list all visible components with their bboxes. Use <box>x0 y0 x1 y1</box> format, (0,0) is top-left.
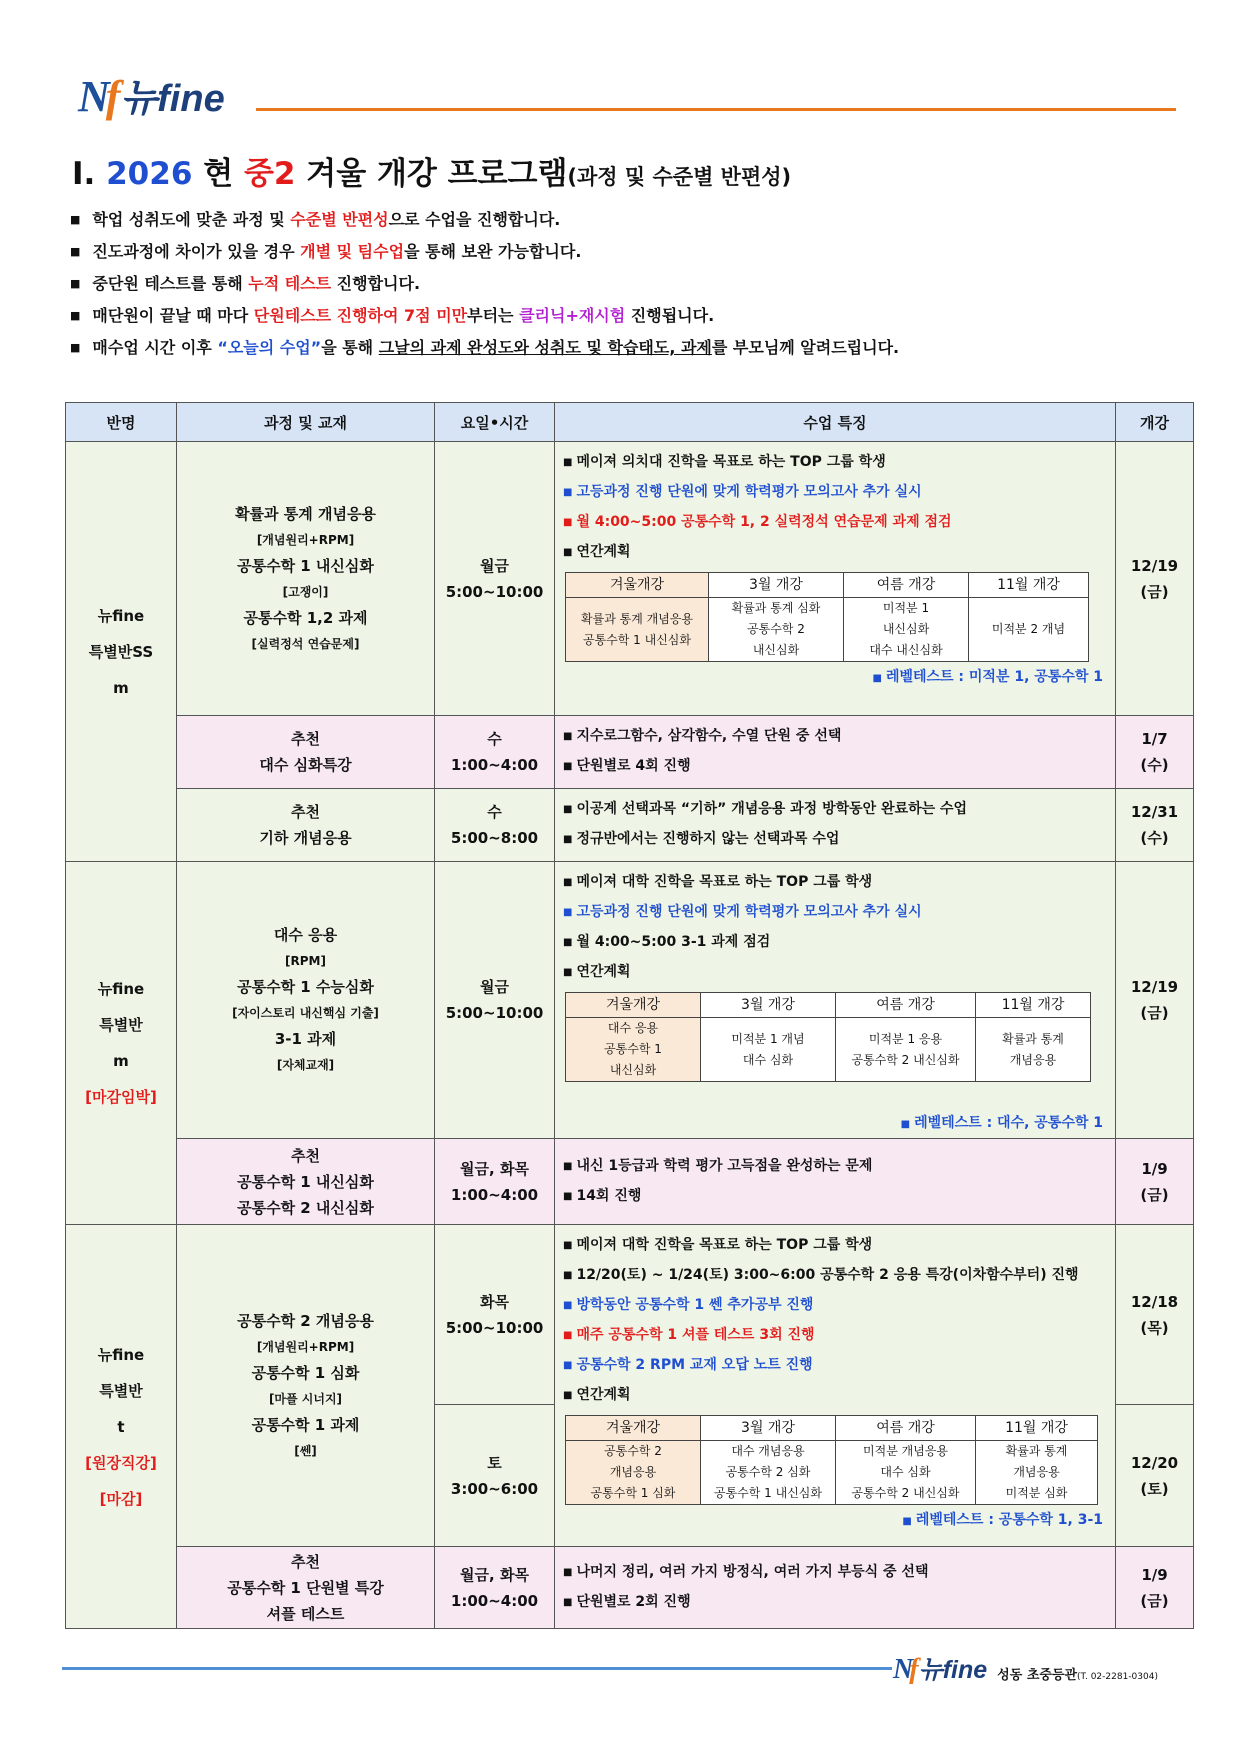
footer-divider <box>62 1667 892 1670</box>
time-cell: 화목 5:00~10:00 <box>435 1225 555 1405</box>
logo-mark-icon: Nf <box>78 72 117 121</box>
campus-info: 성동 초중등관(T. 02-2281-0304) <box>997 1668 1158 1683</box>
features-cell: ■ 이공계 선택과목 “기하” 개념응용 과정 방학동안 완료하는 수업 ■ 정규반에서는 진행하지 않는 선택과목 수업 <box>555 789 1116 862</box>
table-row <box>66 1225 1194 1405</box>
logo-mark-icon: Nf <box>893 1654 915 1685</box>
logo-text: 뉴fine <box>918 1656 988 1684</box>
header-divider <box>256 108 1176 111</box>
features-cell: ■ 메이져 대학 진학을 목표로 하는 TOP 그룹 학생 ■ 고등과정 진행 단원에 맞게 학력평가 모의고사 추가 실시 ■ 월 4:00~5:00 3-1 과제 점검 ■ 연간계획 겨울개강 3월 개강 여름 개강 11월 개강 대수 응용 공통수학 1 내신심화 미적분 1 개념 대수 심화 미적분 1 응용 공통수학 2 내신심화 확률과 통계 개념응용 ■ 레벨테스트 : 대수, 공통수학 1 <box>555 862 1116 1139</box>
notice-item: ■ 매수업 시간 이후 “오늘의 수업”을 통해 그날의 과제 완성도와 성취도 및 학습태도, 과제를 부모님께 알려드립니다. <box>70 332 899 364</box>
class-name-cell: 뉴fine 특별반 m [마감임박] <box>66 862 177 1225</box>
course-cell: 추천 기하 개념응용 <box>177 789 435 862</box>
open-date-cell: 12/19 (금) <box>1116 442 1194 716</box>
table-row <box>66 716 1194 789</box>
open-date-cell: 12/18 (목) <box>1116 1225 1194 1405</box>
table-row <box>66 1547 1194 1629</box>
features-cell: ■ 메이져 대학 진학을 목표로 하는 TOP 그룹 학생 ■ 12/20(토) ~ 1/24(토) 3:00~6:00 공통수학 2 응용 특강(이차함수부터) 진행 ■ 방학동안 공통수학 1 쎈 추가공부 진행 ■ 매주 공통수학 1 셔플 테스트 3회 진행 ■ 공통수학 2 RPM 교재 오답 노트 진행 ■ 연간계획 겨울개강 3월 개강 여름 개강 11월 개강 공통수학 2 개념응용 공통수학 1 심화 대수 개념응용 공통수학 2 심화 공통수학 1 내신심화 미적분 개념응용 대수 심화 공통수학 2 내신심화 확률과 통계 개념응용 미적분 심화 ■ 레벨테스트 : 공통수학 1, 3-1 <box>555 1225 1116 1547</box>
open-date-cell: 1/9 (금) <box>1116 1139 1194 1225</box>
table-row <box>66 789 1194 862</box>
time-cell: 수 1:00~4:00 <box>435 716 555 789</box>
notice-list <box>70 204 899 364</box>
class-name-cell: 뉴fine 특별반SS m <box>66 442 177 862</box>
time-cell: 월금 5:00~10:00 <box>435 862 555 1139</box>
table-header-row <box>66 403 1194 442</box>
time-cell: 토 3:00~6:00 <box>435 1405 555 1547</box>
annual-plan-table: 겨울개강 3월 개강 여름 개강 11월 개강 확률과 통계 개념응용 공통수학 1 내신심화 확률과 통계 심화 공통수학 2 내신심화 미적분 1 내신심화 대수 내신심화 미적분 2 개념 <box>565 572 1089 662</box>
page-header <box>78 72 1198 132</box>
table-row <box>66 1139 1194 1225</box>
director-badge: [원장직강] <box>85 1453 157 1472</box>
course-cell: 확률과 통계 개념응용 [개념원리+RPM] 공통수학 1 내신심화 [고쟁이] 공통수학 1,2 과제 [실력정석 연습문제] <box>177 442 435 716</box>
annual-plan-table: 겨울개강 3월 개강 여름 개강 11월 개강 공통수학 2 개념응용 공통수학 1 심화 대수 개념응용 공통수학 2 심화 공통수학 1 내신심화 미적분 개념응용 대수 심화 공통수학 2 내신심화 확률과 통계 개념응용 미적분 심화 <box>565 1415 1098 1505</box>
open-date-cell: 1/9 (금) <box>1116 1547 1194 1629</box>
course-cell: 추천 공통수학 1 내신심화 공통수학 2 내신심화 <box>177 1139 435 1225</box>
time-cell: 월금 5:00~10:00 <box>435 442 555 716</box>
class-name-cell: 뉴fine 특별반 t [원장직강] [마감] <box>66 1225 177 1629</box>
course-cell: 대수 응용 [RPM] 공통수학 1 수능심화 [자이스토리 내신핵심 기출] 3-1 과제 [자체교재] <box>177 862 435 1139</box>
features-cell: ■ 지수로그함수, 삼각함수, 수열 단원 중 선택 ■ 단원별로 4회 진행 <box>555 716 1116 789</box>
level-test-note: ■ 레벨테스트 : 공통수학 1, 3-1 <box>563 1509 1107 1529</box>
col-header-course: 과정 및 교재 <box>177 403 435 442</box>
notice-item: ■ 매단원이 끝날 때 마다 단원테스트 진행하여 7점 미만부터는 클리닉+재시험 진행됩니다. <box>70 300 899 332</box>
level-test-note: ■ 레벨테스트 : 미적분 1, 공통수학 1 <box>563 666 1107 686</box>
open-date-cell: 1/7 (수) <box>1116 716 1194 789</box>
time-cell: 월금, 화목 1:00~4:00 <box>435 1139 555 1225</box>
features-cell: ■ 나머지 정리, 여러 가지 방정식, 여러 가지 부등식 중 선택 ■ 단원별로 2회 진행 <box>555 1547 1116 1629</box>
table-row <box>66 862 1194 1139</box>
open-date-cell: 12/19 (금) <box>1116 862 1194 1139</box>
time-cell: 월금, 화목 1:00~4:00 <box>435 1547 555 1629</box>
col-header-open: 개강 <box>1116 403 1194 442</box>
open-date-cell: 12/20 (토) <box>1116 1405 1194 1547</box>
footer-brand <box>893 1650 1158 1686</box>
table-row <box>66 442 1194 716</box>
page-title: Ⅰ. 2026 현 중2 겨울 개강 프로그램(과정 및 수준별 반편성) <box>72 156 792 192</box>
notice-item: ■ 학업 성취도에 맞춘 과정 및 수준별 반편성으로 수업을 진행합니다. <box>70 204 899 236</box>
notice-item: ■ 중단원 테스트를 통해 누적 테스트 진행합니다. <box>70 268 899 300</box>
course-cell: 공통수학 2 개념응용 [개념원리+RPM] 공통수학 1 심화 [마플 시너지] 공통수학 1 과제 [쎈] <box>177 1225 435 1547</box>
closed-badge: [마감] <box>99 1489 143 1508</box>
course-cell: 추천 대수 심화특강 <box>177 716 435 789</box>
logo-text: 뉴fine <box>120 78 225 120</box>
annual-plan-table: 겨울개강 3월 개강 여름 개강 11월 개강 대수 응용 공통수학 1 내신심화 미적분 1 개념 대수 심화 미적분 1 응용 공통수학 2 내신심화 확률과 통계 개념응용 <box>565 992 1091 1082</box>
closing-soon-badge: [마감임박] <box>85 1088 157 1106</box>
level-test-note: ■ 레벨테스트 : 대수, 공통수학 1 <box>563 1112 1107 1132</box>
open-date-cell: 12/31 (수) <box>1116 789 1194 862</box>
col-header-features: 수업 특징 <box>555 403 1116 442</box>
notice-item: ■ 진도과정에 차이가 있을 경우 개별 및 팀수업을 통해 보완 가능합니다. <box>70 236 899 268</box>
time-cell: 수 5:00~8:00 <box>435 789 555 862</box>
col-header-time: 요일•시간 <box>435 403 555 442</box>
program-table <box>65 402 1194 1629</box>
course-cell: 추천 공통수학 1 단원별 특강 셔플 테스트 <box>177 1547 435 1629</box>
features-cell: ■ 내신 1등급과 학력 평가 고득점을 완성하는 문제 ■ 14회 진행 <box>555 1139 1116 1225</box>
col-header-class: 반명 <box>66 403 177 442</box>
features-cell: ■ 메이져 의치대 진학을 목표로 하는 TOP 그룹 학생 ■ 고등과정 진행 단원에 맞게 학력평가 모의고사 추가 실시 ■ 월 4:00~5:00 공통수학 1, 2 실력정석 연습문제 과제 점검 ■ 연간계획 겨울개강 3월 개강 여름 개강 11월 개강 확률과 통계 개념응용 공통수학 1 내신심화 확률과 통계 심화 공통수학 2 내신심화 미적분 1 내신심화 대수 내신심화 미적분 2 개념 ■ 레벨테스트 : 미적분 1, 공통수학 1 <box>555 442 1116 716</box>
brand-logo <box>78 72 225 122</box>
